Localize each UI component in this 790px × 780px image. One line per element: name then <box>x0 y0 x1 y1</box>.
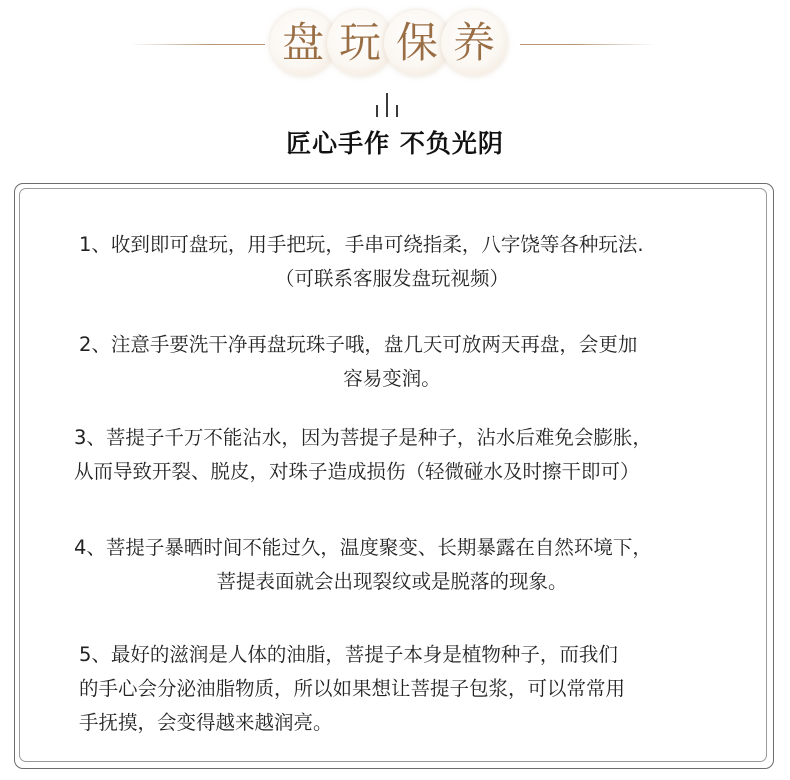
item-line: 从而导致开裂、脱皮，对珠子造成损伤（轻微碰水及时擦干即可） <box>74 460 640 483</box>
page-subtitle: 匠心手作 不负光阴 <box>286 129 504 158</box>
item-line: 容易变润。 <box>343 367 441 390</box>
item-line: 手抚摸，会变得越来越润亮。 <box>79 711 333 734</box>
care-instructions-list <box>19 188 765 760</box>
title-char-circle: 玩 <box>327 10 393 76</box>
item-line: 5、最好的滋润是人体的油脂，菩提子本身是植物种子，而我们 <box>79 643 618 666</box>
decorative-rule-left <box>130 44 265 45</box>
item-line: 菩提表面就会出现裂纹或是脱落的现象。 <box>216 570 568 593</box>
item-line: （可联系客服发盘玩视频） <box>274 267 509 290</box>
item-line: 4、菩提子暴晒时间不能过久，温度聚变、长期暴露在自然环境下， <box>74 536 652 559</box>
title-char-circle: 保 <box>384 10 450 76</box>
page-title <box>270 10 520 76</box>
item-line: 3、菩提子千万不能沾水，因为菩提子是种子，沾水后难免会膨胀， <box>74 426 652 449</box>
title-char-circle: 盘 <box>270 10 336 76</box>
decorative-rule-right <box>520 44 655 45</box>
header <box>0 0 790 180</box>
item-line: 的手心会分泌油脂物质，所以如果想让菩提子包浆，可以常常用 <box>79 677 626 700</box>
decorative-bars-icon <box>374 93 402 117</box>
title-char-circle: 养 <box>441 10 507 76</box>
item-line: 2、注意手要洗干净再盘玩珠子哦，盘几天可放两天再盘，会更加 <box>79 333 638 356</box>
item-line: 1、收到即可盘玩，用手把玩，手串可绕指柔，八字饶等各种玩法. <box>79 233 644 256</box>
